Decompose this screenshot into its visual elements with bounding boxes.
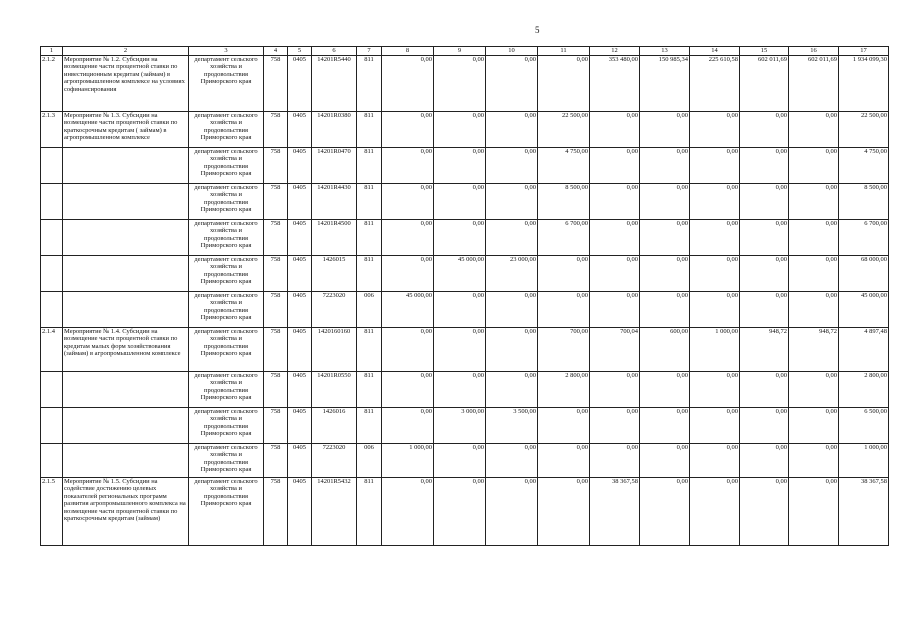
code-7: 006 (357, 444, 382, 478)
amount-cell: 0,00 (690, 148, 740, 184)
amount-cell: 38 367,58 (839, 478, 889, 546)
amount-cell: 22 500,00 (839, 112, 889, 148)
code-4: 758 (264, 148, 288, 184)
code-5: 0405 (288, 56, 312, 112)
amount-cell: 0,00 (434, 220, 486, 256)
code-7: 811 (357, 112, 382, 148)
amount-cell: 0,00 (789, 444, 839, 478)
amount-cell: 6 700,00 (538, 220, 590, 256)
column-header: 1 (41, 47, 63, 56)
amount-cell: 0,00 (690, 408, 740, 444)
amount-cell: 0,00 (640, 256, 690, 292)
amount-cell: 0,00 (538, 56, 590, 112)
amount-cell: 0,00 (740, 444, 789, 478)
event-description: Мероприятие № 1.5. Субсидии на содействие достижению целевых показателей региональных программ развития агропромышленного комплекса на возмещение части процентной ставки по краткосрочным кредитам (займам) (63, 478, 189, 546)
row-number (41, 256, 63, 292)
column-header: 16 (789, 47, 839, 56)
row-number (41, 292, 63, 328)
amount-cell: 0,00 (538, 408, 590, 444)
department: департамент сельского хозяйства и продовольствия Приморского края (189, 184, 264, 220)
amount-cell: 0,00 (740, 184, 789, 220)
amount-cell: 600,00 (640, 328, 690, 372)
code-7: 811 (357, 56, 382, 112)
amount-cell: 0,00 (538, 256, 590, 292)
amount-cell: 0,00 (789, 220, 839, 256)
amount-cell: 0,00 (434, 184, 486, 220)
amount-cell: 0,00 (640, 184, 690, 220)
amount-cell: 948,72 (789, 328, 839, 372)
amount-cell: 225 610,58 (690, 56, 740, 112)
page-number: 5 (535, 25, 540, 35)
amount-cell: 0,00 (486, 56, 538, 112)
column-header: 11 (538, 47, 590, 56)
table-row (41, 328, 889, 372)
row-number (41, 372, 63, 408)
amount-cell: 0,00 (789, 184, 839, 220)
column-header: 9 (434, 47, 486, 56)
column-header: 14 (690, 47, 740, 56)
amount-cell: 1 000,00 (839, 444, 889, 478)
amount-cell: 700,04 (590, 328, 640, 372)
amount-cell: 0,00 (690, 444, 740, 478)
event-description: Мероприятие № 1.2. Субсидии на возмещение части процентной ставки по инвестиционным кредитам (займам) в агропромышленном комплексе на условиях софинансирования (63, 56, 189, 112)
code-5: 0405 (288, 292, 312, 328)
amount-cell: 0,00 (486, 328, 538, 372)
amount-cell: 0,00 (434, 444, 486, 478)
amount-cell: 22 500,00 (538, 112, 590, 148)
code-5: 0405 (288, 220, 312, 256)
amount-cell: 0,00 (382, 184, 434, 220)
table-row (41, 112, 889, 148)
amount-cell: 0,00 (789, 372, 839, 408)
amount-cell: 0,00 (740, 292, 789, 328)
column-header: 6 (312, 47, 357, 56)
department: департамент сельского хозяйства и продовольствия Приморского края (189, 372, 264, 408)
amount-cell: 0,00 (590, 184, 640, 220)
code-5: 0405 (288, 148, 312, 184)
amount-cell: 0,00 (382, 478, 434, 546)
code-7: 811 (357, 256, 382, 292)
amount-cell: 0,00 (486, 478, 538, 546)
budget-table (40, 46, 889, 546)
code-5: 0405 (288, 408, 312, 444)
code-6: 7223020 (312, 444, 357, 478)
table-row (41, 444, 889, 478)
amount-cell: 0,00 (690, 372, 740, 408)
code-6: 14201R0380 (312, 112, 357, 148)
code-4: 758 (264, 408, 288, 444)
amount-cell: 0,00 (590, 112, 640, 148)
code-4: 758 (264, 112, 288, 148)
department: департамент сельского хозяйства и продовольствия Приморского края (189, 56, 264, 112)
department: департамент сельского хозяйства и продовольствия Приморского края (189, 328, 264, 372)
header-row (41, 47, 889, 56)
code-7: 811 (357, 408, 382, 444)
column-header: 2 (63, 47, 189, 56)
amount-cell: 0,00 (382, 328, 434, 372)
code-5: 0405 (288, 478, 312, 546)
amount-cell: 0,00 (538, 292, 590, 328)
amount-cell: 0,00 (740, 478, 789, 546)
amount-cell: 0,00 (382, 220, 434, 256)
amount-cell: 45 000,00 (434, 256, 486, 292)
department: департамент сельского хозяйства и продовольствия Приморского края (189, 112, 264, 148)
amount-cell: 0,00 (382, 56, 434, 112)
code-6: 1426016 (312, 408, 357, 444)
code-6: 1420160160 (312, 328, 357, 372)
code-6: 14201R0550 (312, 372, 357, 408)
event-description (63, 256, 189, 292)
amount-cell: 0,00 (434, 112, 486, 148)
amount-cell: 0,00 (434, 372, 486, 408)
amount-cell: 0,00 (640, 148, 690, 184)
row-number: 2.1.3 (41, 112, 63, 148)
amount-cell: 68 000,00 (839, 256, 889, 292)
row-number (41, 408, 63, 444)
amount-cell: 0,00 (590, 256, 640, 292)
code-4: 758 (264, 444, 288, 478)
amount-cell: 0,00 (740, 372, 789, 408)
amount-cell: 2 800,00 (538, 372, 590, 408)
amount-cell: 0,00 (382, 256, 434, 292)
code-7: 811 (357, 478, 382, 546)
amount-cell: 0,00 (640, 478, 690, 546)
department: департамент сельского хозяйства и продовольствия Приморского края (189, 292, 264, 328)
amount-cell: 0,00 (690, 112, 740, 148)
amount-cell: 700,00 (538, 328, 590, 372)
department: департамент сельского хозяйства и продовольствия Приморского края (189, 408, 264, 444)
amount-cell: 6 700,00 (839, 220, 889, 256)
amount-cell: 0,00 (434, 56, 486, 112)
amount-cell: 0,00 (640, 292, 690, 328)
amount-cell: 0,00 (690, 220, 740, 256)
row-number (41, 220, 63, 256)
amount-cell: 0,00 (690, 292, 740, 328)
amount-cell: 0,00 (382, 372, 434, 408)
table-row (41, 184, 889, 220)
event-description (63, 292, 189, 328)
table-row (41, 56, 889, 112)
code-7: 811 (357, 220, 382, 256)
amount-cell: 45 000,00 (382, 292, 434, 328)
amount-cell: 0,00 (486, 444, 538, 478)
amount-cell: 1 000,00 (382, 444, 434, 478)
code-4: 758 (264, 372, 288, 408)
column-header: 13 (640, 47, 690, 56)
amount-cell: 4 750,00 (839, 148, 889, 184)
amount-cell: 1 000,00 (690, 328, 740, 372)
amount-cell: 0,00 (486, 292, 538, 328)
amount-cell: 0,00 (434, 478, 486, 546)
column-header: 12 (590, 47, 640, 56)
amount-cell: 0,00 (690, 256, 740, 292)
event-description: Мероприятие № 1.4. Субсидии на возмещение части процентной ставки по кредитам малых форм хозяйствования (займам) в агропромышленном комплексе (63, 328, 189, 372)
amount-cell: 0,00 (382, 148, 434, 184)
table-row (41, 372, 889, 408)
table-row (41, 148, 889, 184)
amount-cell: 0,00 (590, 148, 640, 184)
code-5: 0405 (288, 328, 312, 372)
column-header: 7 (357, 47, 382, 56)
amount-cell: 6 500,00 (839, 408, 889, 444)
amount-cell: 0,00 (590, 220, 640, 256)
code-5: 0405 (288, 444, 312, 478)
table-row (41, 292, 889, 328)
event-description (63, 220, 189, 256)
amount-cell: 602 011,69 (789, 56, 839, 112)
amount-cell: 8 500,00 (839, 184, 889, 220)
amount-cell: 0,00 (382, 112, 434, 148)
amount-cell: 0,00 (740, 112, 789, 148)
amount-cell: 0,00 (690, 478, 740, 546)
amount-cell: 0,00 (486, 148, 538, 184)
amount-cell: 0,00 (382, 408, 434, 444)
code-6: 14201R5440 (312, 56, 357, 112)
amount-cell: 0,00 (640, 372, 690, 408)
amount-cell: 0,00 (486, 184, 538, 220)
amount-cell: 0,00 (740, 408, 789, 444)
table-row (41, 220, 889, 256)
column-header: 17 (839, 47, 889, 56)
amount-cell: 0,00 (640, 220, 690, 256)
amount-cell: 0,00 (434, 292, 486, 328)
amount-cell: 45 000,00 (839, 292, 889, 328)
amount-cell: 0,00 (789, 292, 839, 328)
code-4: 758 (264, 292, 288, 328)
code-7: 006 (357, 292, 382, 328)
amount-cell: 0,00 (640, 408, 690, 444)
code-6: 14201R5432 (312, 478, 357, 546)
code-7: 811 (357, 148, 382, 184)
amount-cell: 23 000,00 (486, 256, 538, 292)
amount-cell: 2 800,00 (839, 372, 889, 408)
amount-cell: 948,72 (740, 328, 789, 372)
code-6: 14201R4500 (312, 220, 357, 256)
code-6: 14201R4430 (312, 184, 357, 220)
code-6: 1426015 (312, 256, 357, 292)
amount-cell: 0,00 (789, 408, 839, 444)
event-description: Мероприятие № 1.3. Субсидии на возмещение части процентной ставки по краткосрочным кредитам ( займам) в агропромышленном комплексе (63, 112, 189, 148)
code-6: 14201R0470 (312, 148, 357, 184)
amount-cell: 0,00 (789, 256, 839, 292)
code-7: 811 (357, 372, 382, 408)
department: департамент сельского хозяйства и продовольствия Приморского края (189, 256, 264, 292)
amount-cell: 0,00 (434, 328, 486, 372)
column-header: 5 (288, 47, 312, 56)
code-4: 758 (264, 56, 288, 112)
column-header: 10 (486, 47, 538, 56)
column-header: 8 (382, 47, 434, 56)
event-description (63, 444, 189, 478)
amount-cell: 0,00 (486, 112, 538, 148)
department: департамент сельского хозяйства и продовольствия Приморского края (189, 478, 264, 546)
row-number (41, 444, 63, 478)
row-number: 2.1.5 (41, 478, 63, 546)
table-row (41, 408, 889, 444)
amount-cell: 0,00 (486, 220, 538, 256)
amount-cell: 0,00 (434, 148, 486, 184)
code-5: 0405 (288, 372, 312, 408)
amount-cell: 0,00 (640, 444, 690, 478)
amount-cell: 0,00 (789, 478, 839, 546)
code-4: 758 (264, 220, 288, 256)
code-5: 0405 (288, 184, 312, 220)
amount-cell: 0,00 (486, 372, 538, 408)
amount-cell: 0,00 (538, 478, 590, 546)
amount-cell: 3 000,00 (434, 408, 486, 444)
row-number: 2.1.2 (41, 56, 63, 112)
code-4: 758 (264, 478, 288, 546)
amount-cell: 0,00 (640, 112, 690, 148)
amount-cell: 0,00 (538, 444, 590, 478)
event-description (63, 408, 189, 444)
amount-cell: 4 897,48 (839, 328, 889, 372)
amount-cell: 38 367,58 (590, 478, 640, 546)
amount-cell: 0,00 (690, 184, 740, 220)
column-header: 3 (189, 47, 264, 56)
department: департамент сельского хозяйства и продовольствия Приморского края (189, 220, 264, 256)
column-header: 15 (740, 47, 789, 56)
amount-cell: 0,00 (789, 148, 839, 184)
amount-cell: 0,00 (590, 444, 640, 478)
amount-cell: 0,00 (590, 408, 640, 444)
table-row (41, 256, 889, 292)
amount-cell: 353 480,00 (590, 56, 640, 112)
code-7: 811 (357, 328, 382, 372)
amount-cell: 602 011,69 (740, 56, 789, 112)
amount-cell: 4 750,00 (538, 148, 590, 184)
table-row (41, 478, 889, 546)
row-number (41, 184, 63, 220)
amount-cell: 0,00 (590, 292, 640, 328)
amount-cell: 0,00 (740, 148, 789, 184)
code-5: 0405 (288, 256, 312, 292)
code-5: 0405 (288, 112, 312, 148)
department: департамент сельского хозяйства и продовольствия Приморского края (189, 444, 264, 478)
event-description (63, 184, 189, 220)
row-number (41, 148, 63, 184)
code-6: 7223020 (312, 292, 357, 328)
code-4: 758 (264, 184, 288, 220)
code-4: 758 (264, 256, 288, 292)
event-description (63, 372, 189, 408)
amount-cell: 1 934 099,30 (839, 56, 889, 112)
department: департамент сельского хозяйства и продовольствия Приморского края (189, 148, 264, 184)
amount-cell: 8 500,00 (538, 184, 590, 220)
column-header: 4 (264, 47, 288, 56)
code-4: 758 (264, 328, 288, 372)
amount-cell: 0,00 (789, 112, 839, 148)
amount-cell: 0,00 (740, 220, 789, 256)
code-7: 811 (357, 184, 382, 220)
amount-cell: 0,00 (740, 256, 789, 292)
amount-cell: 150 985,34 (640, 56, 690, 112)
amount-cell: 3 500,00 (486, 408, 538, 444)
event-description (63, 148, 189, 184)
row-number: 2.1.4 (41, 328, 63, 372)
amount-cell: 0,00 (590, 372, 640, 408)
